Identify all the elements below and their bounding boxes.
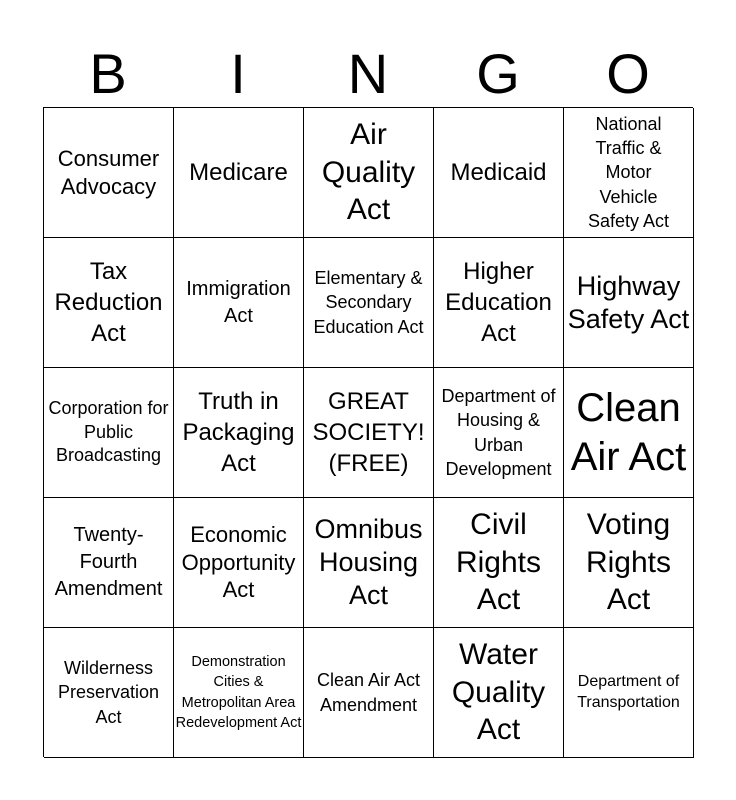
header-letter-i: I <box>230 42 246 105</box>
bingo-cell-r1-c3[interactable] <box>304 108 434 238</box>
cell-label: Demonstration Cities & Metropolitan Area Redevelopment Act <box>175 653 302 731</box>
cell-label: Economic Opportunity Act <box>181 522 296 603</box>
bingo-cell-r4-c1[interactable] <box>44 498 174 628</box>
header-letter-g: G <box>476 42 520 105</box>
bingo-cell-r5-c4[interactable] <box>434 628 564 758</box>
bingo-cell-r2-c5[interactable] <box>564 238 694 368</box>
bingo-cell-r2-c4[interactable] <box>434 238 564 368</box>
cell-label: Higher Education Act <box>445 257 552 348</box>
bingo-cell-r3-c5[interactable] <box>564 368 694 498</box>
cell-label: Department of Transportation <box>577 673 680 711</box>
bingo-cell-r1-c4[interactable] <box>434 108 564 238</box>
bingo-cell-r2-c3[interactable] <box>304 238 434 368</box>
header-letter-o: O <box>606 42 650 105</box>
bingo-cell-r1-c2[interactable] <box>174 108 304 238</box>
bingo-cell-r3-c3[interactable] <box>304 368 434 498</box>
cell-label: Twenty-Fourth Amendment <box>54 524 163 600</box>
cell-label: Truth in Packaging Act <box>182 387 295 478</box>
bingo-cell-r4-c5[interactable] <box>564 498 694 628</box>
cell-label: Wilderness Preservation Act <box>57 658 160 727</box>
cell-label: Air Quality Act <box>321 118 416 227</box>
bingo-cell-r4-c2[interactable] <box>174 498 304 628</box>
bingo-cell-r4-c3[interactable] <box>304 498 434 628</box>
cell-label: GREAT SOCIETY! (FREE) <box>312 387 425 478</box>
cell-label: Tax Reduction Act <box>54 257 163 348</box>
cell-label: Omnibus Housing Act <box>314 514 423 610</box>
cell-label: Water Quality Act <box>451 638 546 747</box>
cell-label: Clean Air Act Amendment <box>316 670 421 715</box>
bingo-cell-r5-c5[interactable] <box>564 628 694 758</box>
cell-label: Highway Safety Act <box>567 270 690 334</box>
bingo-cell-r5-c1[interactable] <box>44 628 174 758</box>
cell-label: Medicaid <box>450 158 547 186</box>
bingo-cell-r1-c5[interactable] <box>564 108 694 238</box>
cell-label: Elementary & Secondary Education Act <box>313 268 424 337</box>
cell-label: Department of Housing & Urban Development <box>441 385 556 479</box>
bingo-cell-r5-c2[interactable] <box>174 628 304 758</box>
bingo-cell-r3-c2[interactable] <box>174 368 304 498</box>
cell-label: Corporation for Public Broadcasting <box>48 398 169 466</box>
bingo-cell-r5-c3[interactable] <box>304 628 434 758</box>
cell-label: Clean Air Act <box>570 385 687 479</box>
bingo-cell-r2-c2[interactable] <box>174 238 304 368</box>
bingo-board <box>43 107 693 757</box>
cell-label: Voting Rights Act <box>585 508 672 617</box>
bingo-cell-r4-c4[interactable] <box>434 498 564 628</box>
cell-label: National Traffic & Motor Vehicle Safety Act <box>587 113 670 231</box>
cell-label: Consumer Advocacy <box>57 146 160 199</box>
cell-label: Immigration Act <box>186 277 291 327</box>
bingo-cell-r2-c1[interactable] <box>44 238 174 368</box>
bingo-header <box>43 40 693 108</box>
cell-label: Medicare <box>189 158 288 186</box>
bingo-cell-r3-c4[interactable] <box>434 368 564 498</box>
cell-label: Civil Rights Act <box>455 508 542 617</box>
header-letter-n: N <box>347 42 389 105</box>
bingo-cell-r1-c1[interactable] <box>44 108 174 238</box>
header-letter-b: B <box>89 42 127 105</box>
bingo-cell-r3-c1[interactable] <box>44 368 174 498</box>
